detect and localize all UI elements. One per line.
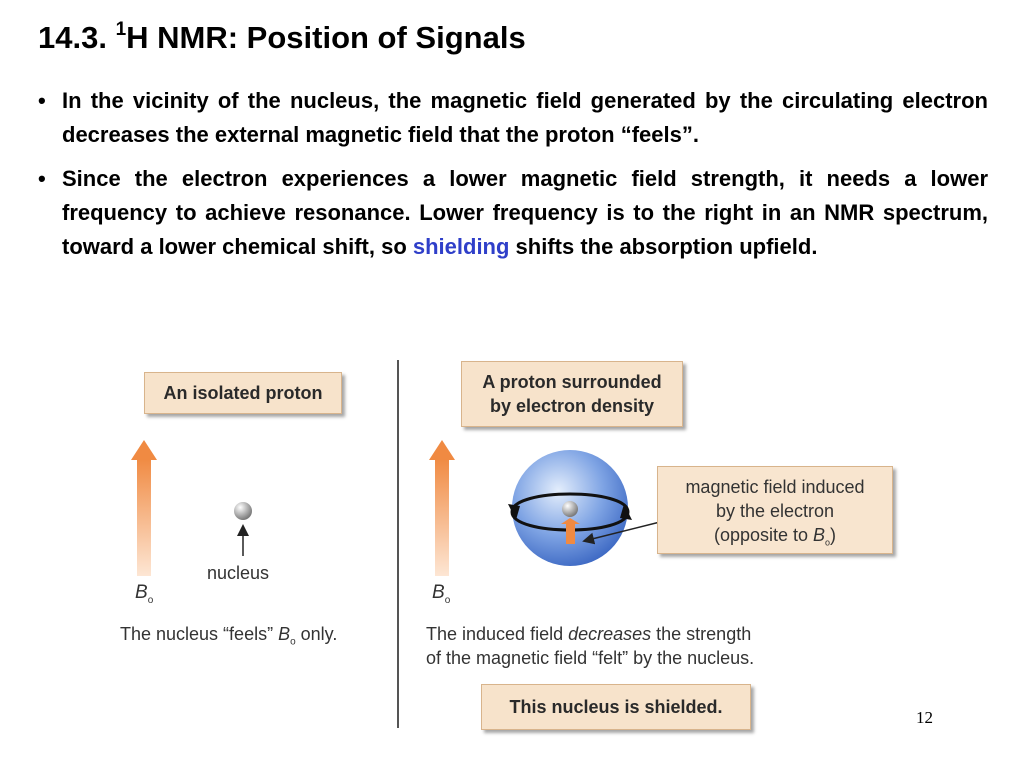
proton-ball-right <box>562 501 578 517</box>
shielded-result-box: This nucleus is shielded. <box>481 684 751 730</box>
bullet-marker: • <box>38 88 46 113</box>
induced-field-pointer <box>588 522 660 540</box>
induced-field-box: magnetic field induced by the electron (opposite to $B_o$) <box>657 466 893 554</box>
figure-divider <box>397 360 399 728</box>
bullet-item-1 <box>38 84 988 152</box>
bullet-text-before: Since the electron experiences a lower magnetic field strength, it needs a lower frequency to achieve resonance. Lower frequency is to the right in an NMR spectrum, toward a lower chemical shift, so <box>62 166 988 259</box>
title-prefix: 14.3. <box>38 20 116 55</box>
isolated-proton-label: An isolated proton <box>163 383 323 403</box>
slide-title <box>38 18 526 58</box>
right-caption: The induced field decreases the strength of the magnetic field “felt” by the nucleus. <box>426 624 755 668</box>
title-superscript: 1 <box>115 18 127 40</box>
nucleus-label: nucleus <box>207 563 270 583</box>
bullet-text-after: shifts the absorption upfield. <box>509 234 818 259</box>
bullet-text: In the vicinity of the nucleus, the magnetic field generated by the circulating electron decreases the external magnetic field that the proton “feels”. <box>62 88 988 147</box>
field-arrow-right <box>429 440 455 576</box>
isolated-proton-box <box>144 372 342 414</box>
bullet-item-2 <box>38 162 988 264</box>
bullet-list <box>38 84 988 274</box>
left-caption: The nucleus “feels” $B_o$ only. <box>120 624 338 648</box>
field-arrow-left <box>131 440 157 576</box>
field-label-left: $B_o$ <box>135 582 154 606</box>
surrounded-proton-box: A proton surrounded by electron density <box>461 361 683 427</box>
bullet-marker: • <box>38 166 46 191</box>
electron-cloud-sphere <box>512 450 628 566</box>
circulating-electron-ring <box>512 494 628 512</box>
page-number: 12 <box>916 708 933 727</box>
field-label-right: $B_o$ <box>432 582 451 606</box>
title-text: H NMR: Position of Signals <box>126 20 526 55</box>
nucleus-ball-left <box>234 502 252 520</box>
highlight-shielding: shielding <box>412 234 510 259</box>
